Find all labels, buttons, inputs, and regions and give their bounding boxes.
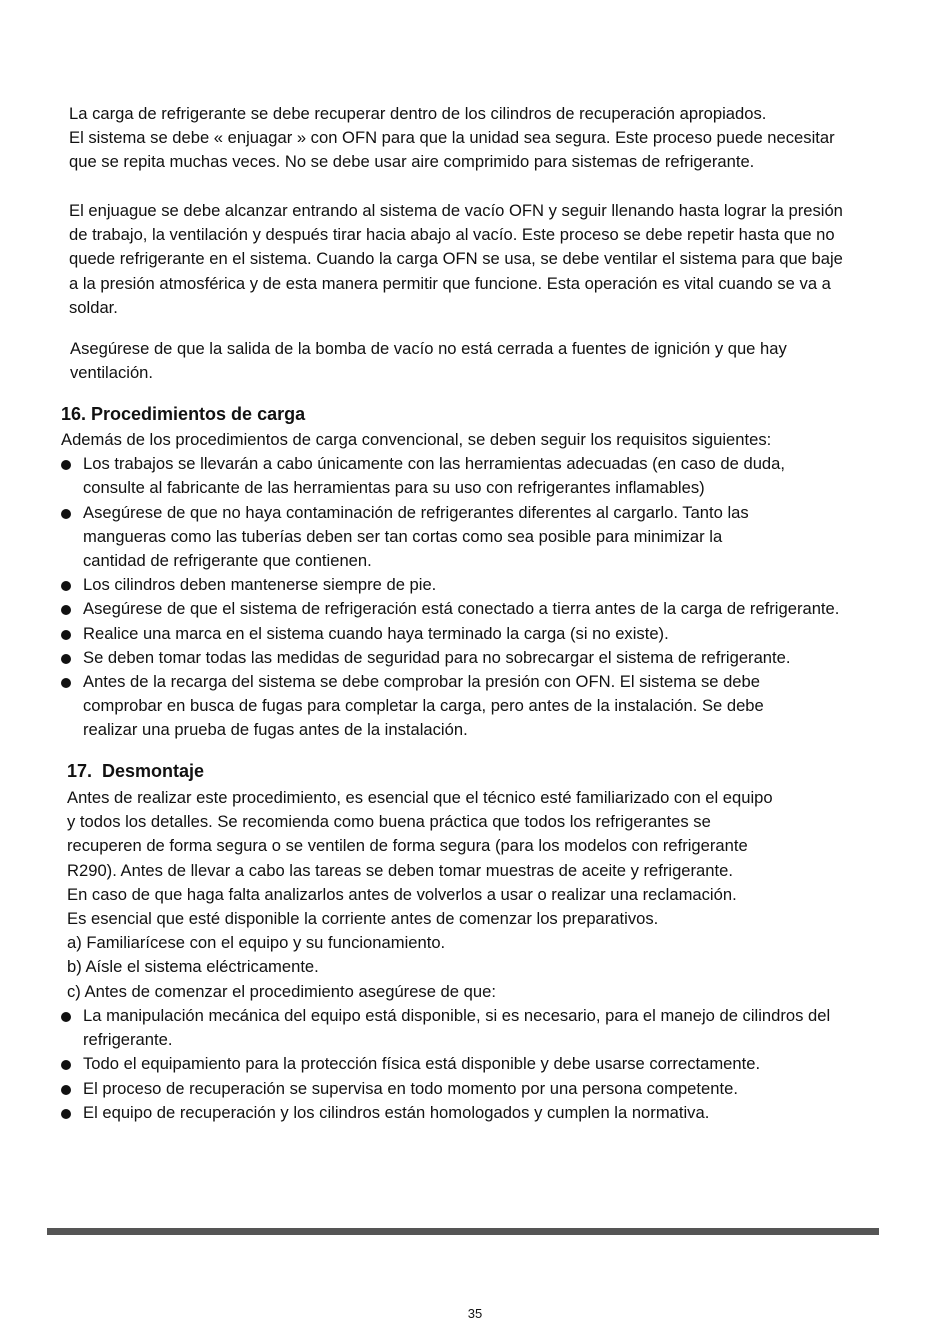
bullet-icon bbox=[61, 1060, 71, 1070]
text-line: b) Aísle el sistema eléctricamente. bbox=[67, 957, 319, 977]
text-line: Todo el equipamiento para la protección física está disponible y debe usarse correctamente. bbox=[83, 1054, 761, 1074]
text-line: recuperen de forma segura o se ventilen de forma segura (para los modelos con refrigerante bbox=[67, 836, 748, 856]
text-line: Los cilindros deben mantenerse siempre de pie. bbox=[83, 575, 437, 595]
text-line: Antes de realizar este procedimiento, es esencial que el técnico esté familiarizado con el equipo bbox=[67, 788, 773, 807]
bullet-icon bbox=[61, 605, 71, 615]
section-17-heading: 17. Desmontaje bbox=[67, 761, 205, 781]
page-number: 35 bbox=[467, 1306, 483, 1321]
text-line: refrigerante. bbox=[83, 1030, 173, 1050]
list-item bbox=[61, 1052, 830, 1076]
list-item bbox=[61, 1101, 830, 1125]
bullet-icon bbox=[61, 654, 71, 664]
section-16-intro: Además de los procedimientos de carga convencional, se deben seguir los requisitos siguientes: bbox=[61, 430, 772, 449]
section-17-body bbox=[67, 786, 773, 1004]
text-line: y todos los detalles. Se recomienda como buena práctica que todos los refrigerantes se bbox=[67, 812, 711, 832]
text-line: consulte al fabricante de las herramientas para su uso con refrigerantes inflamables) bbox=[83, 478, 705, 498]
intro-paragraph-2 bbox=[69, 199, 843, 320]
bullet-icon bbox=[61, 460, 71, 470]
section-16-heading: 16. Procedimientos de carga bbox=[61, 404, 306, 424]
text-line: quede refrigerante en el sistema. Cuando la carga OFN se usa, se debe ventilar el sistema para que baje bbox=[69, 249, 843, 269]
bullet-icon bbox=[61, 1085, 71, 1095]
list-item bbox=[61, 670, 839, 743]
text-line: comprobar en busca de fugas para completar la carga, pero antes de la instalación. Se debe bbox=[83, 696, 764, 716]
intro-paragraph-1 bbox=[69, 102, 835, 175]
list-item bbox=[61, 597, 839, 621]
section-16-body bbox=[61, 428, 839, 743]
text-line: que se repita muchas veces. No se debe usar aire comprimido para sistemas de refrigerante. bbox=[69, 152, 755, 172]
text-line: El sistema se debe « enjuagar » con OFN para que la unidad sea segura. Este proceso puede necesitar bbox=[69, 128, 835, 148]
text-line: Los trabajos se llevarán a cabo únicamente con las herramientas adecuadas (en caso de duda, bbox=[83, 454, 785, 474]
text-line: soldar. bbox=[69, 297, 118, 317]
list-item bbox=[61, 573, 839, 597]
text-line: El enjuague se debe alcanzar entrando al sistema de vacío OFN y seguir llenando hasta lograr la presión bbox=[69, 201, 843, 220]
text-line: La manipulación mecánica del equipo está disponible, si es necesario, para el manejo de cilindros del bbox=[83, 1006, 831, 1025]
text-line: Se deben tomar todas las medidas de seguridad para no sobrecargar el sistema de refrigerante. bbox=[83, 647, 791, 667]
list-item bbox=[61, 622, 839, 646]
text-line: de trabajo, la ventilación y después tirar hacia abajo al vacío. Este proceso se debe repetir hasta que no bbox=[69, 225, 835, 245]
bullet-icon bbox=[61, 1109, 71, 1119]
text-line: Es esencial que esté disponible la corriente antes de comenzar los preparativos. bbox=[67, 909, 659, 929]
bullet-icon bbox=[61, 509, 71, 519]
bullet-icon bbox=[61, 678, 71, 688]
text-line: Antes de la recarga del sistema se debe comprobar la presión con OFN. El sistema se debe bbox=[83, 672, 760, 692]
bullet-icon bbox=[61, 630, 71, 640]
list-item bbox=[61, 1004, 830, 1052]
bullet-icon bbox=[61, 1012, 71, 1022]
text-line: La carga de refrigerante se debe recuperar dentro de los cilindros de recuperación apropiados. bbox=[69, 104, 767, 123]
text-line: El proceso de recuperación se supervisa en todo momento por una persona competente. bbox=[83, 1078, 738, 1098]
intro-paragraph-3 bbox=[70, 337, 787, 385]
bullet-icon bbox=[61, 581, 71, 591]
list-item bbox=[61, 646, 839, 670]
text-line: Asegúrese de que la salida de la bomba de vacío no está cerrada a fuentes de ignición y que hay bbox=[70, 339, 787, 358]
list-item bbox=[61, 501, 839, 574]
text-line: c) Antes de comenzar el procedimiento asegúrese de que: bbox=[67, 981, 496, 1001]
text-line: R290). Antes de llevar a cabo las tareas se deben tomar muestras de aceite y refrigerante. bbox=[67, 860, 733, 880]
text-line: Realice una marca en el sistema cuando haya terminado la carga (si no existe). bbox=[83, 623, 669, 643]
list-item bbox=[61, 452, 839, 500]
text-line: ventilación. bbox=[70, 363, 154, 383]
text-line: El equipo de recuperación y los cilindros están homologados y cumplen la normativa. bbox=[83, 1102, 710, 1122]
section-17-bullets bbox=[61, 1004, 830, 1125]
section-17-bullet-list bbox=[61, 1004, 830, 1125]
list-item bbox=[61, 1077, 830, 1101]
text-line: Asegúrese de que el sistema de refrigeración está conectado a tierra antes de la carga de refrigerante. bbox=[83, 599, 840, 619]
text-line: mangueras como las tuberías deben ser tan cortas como sea posible para minimizar la bbox=[83, 526, 723, 546]
text-line: En caso de que haga falta analizarlos antes de volverlos a usar o realizar una reclamación. bbox=[67, 884, 737, 904]
text-line: cantidad de refrigerante que contienen. bbox=[83, 551, 372, 571]
text-line: realizar una prueba de fugas antes de la instalación. bbox=[83, 720, 468, 740]
text-line: Asegúrese de que no haya contaminación de refrigerantes diferentes al cargarlo. Tanto las bbox=[83, 502, 749, 522]
section-16-bullet-list bbox=[61, 452, 839, 742]
footer-divider bbox=[47, 1228, 879, 1235]
text-line: a) Familiarícese con el equipo y su funcionamiento. bbox=[67, 933, 446, 953]
text-line: a la presión atmosférica y de esta manera permitir que funcione. Esta operación es vital cuando se va a bbox=[69, 273, 831, 293]
